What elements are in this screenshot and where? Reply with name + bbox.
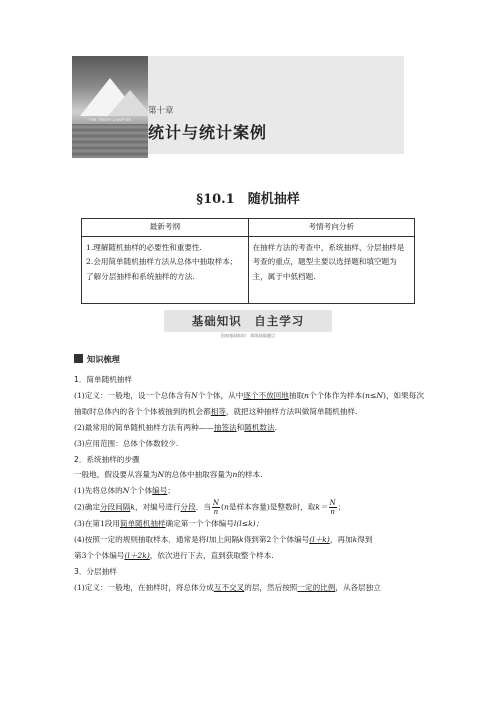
syllabus-cell	[82, 236, 249, 303]
banner-title: 基础知识 自主学习	[191, 314, 305, 328]
paragraph: 第3个个体编号(l＋2k)，依次进行下去，直到获取整个样本.	[74, 551, 274, 561]
paragraph: (3)应用范围：总体个体数较少.	[74, 438, 179, 448]
fraction-N-over-n: $\frac{N}{n}$	[212, 499, 219, 517]
section-banner	[124, 310, 372, 342]
paragraph: (2)确定分段间隔k，对编号进行分段．当 $\frac{N}{n}$ (n是样本容量)是整数时，取k＝ $\frac{N}{n}$ ；	[74, 499, 346, 517]
paragraph: (1)定义：一般地，在抽样时，将总体分成互不交叉的层，然后按照一定的比例，从各层独立	[74, 582, 381, 592]
paragraph: (4)按照一定的规则抽取样本．通常是将l加上间隔k得到第2个个体编号(l＋k)，再加k得到	[74, 535, 373, 545]
knowledge-heading-text: 知识梳理	[87, 354, 120, 364]
header-analysis: 考情考向分析	[248, 219, 415, 237]
banner-subtitle: 回扣基础知识 训练基础题目	[220, 333, 276, 338]
subsection-title-3: 3．分层抽样	[74, 566, 117, 576]
header-syllabus: 最新考纲	[82, 219, 249, 237]
syllabus-line-2: 2.会用简单随机抽样方法从总体中抽取样本；	[86, 257, 238, 266]
water-reflection	[72, 124, 148, 158]
outline-table	[81, 218, 415, 304]
table-row	[82, 236, 415, 303]
main-content	[74, 372, 424, 596]
paragraph: 一般地，假设要从容量为N的总体中抽取容量为n的样本.	[74, 470, 263, 480]
chapter-number: 第十章	[148, 106, 174, 116]
chapter-title: 统计与统计案例	[148, 123, 268, 142]
analysis-cell: 在抽样方法的考查中，系统抽样、分层抽样是考查的重点，题型主要以选择题和填空题为主，属于中低档题.	[248, 236, 415, 303]
paragraph: (2)最常用的简单随机抽样方法有两种——抽签法和随机数法.	[74, 422, 278, 432]
iceberg-shape-secondary	[108, 90, 148, 116]
subsection-title-1: 1．简单随机抽样	[74, 375, 132, 384]
syllabus-line-3: 了解分层抽样和系统抽样的方法.	[86, 271, 195, 281]
paragraph: (3)在第1段用简单随机抽样确定第一个个体编号l(l≤k)；	[74, 519, 264, 529]
section-title: §10.1 随机抽样	[196, 192, 300, 207]
paragraph: (1)先将总体的N个个体编号；	[74, 486, 175, 496]
fraction-k: $\frac{N}{n}$	[329, 499, 336, 517]
knowledge-heading	[74, 354, 120, 365]
subsection-title-2: 2．系统抽样的步骤	[74, 454, 140, 464]
table-header-row	[82, 219, 415, 237]
syllabus-line-1: 1.理解随机抽样的必要性和重要性.	[86, 242, 202, 252]
square-bullet-icon	[74, 354, 83, 363]
paragraph: (1)定义：一般地，设一个总体含有N个个体，从中逐个不放回地抽取n个个体作为样本(n≤N)，如果每次抽取时总体内的各个个体被抽到的机会都相等，就把这种抽样方法叫做简单随机抽样.	[74, 390, 424, 416]
chapter-cover-image	[72, 56, 148, 158]
chapter-image-caption: THE TENTH CHAPTER	[88, 118, 132, 122]
